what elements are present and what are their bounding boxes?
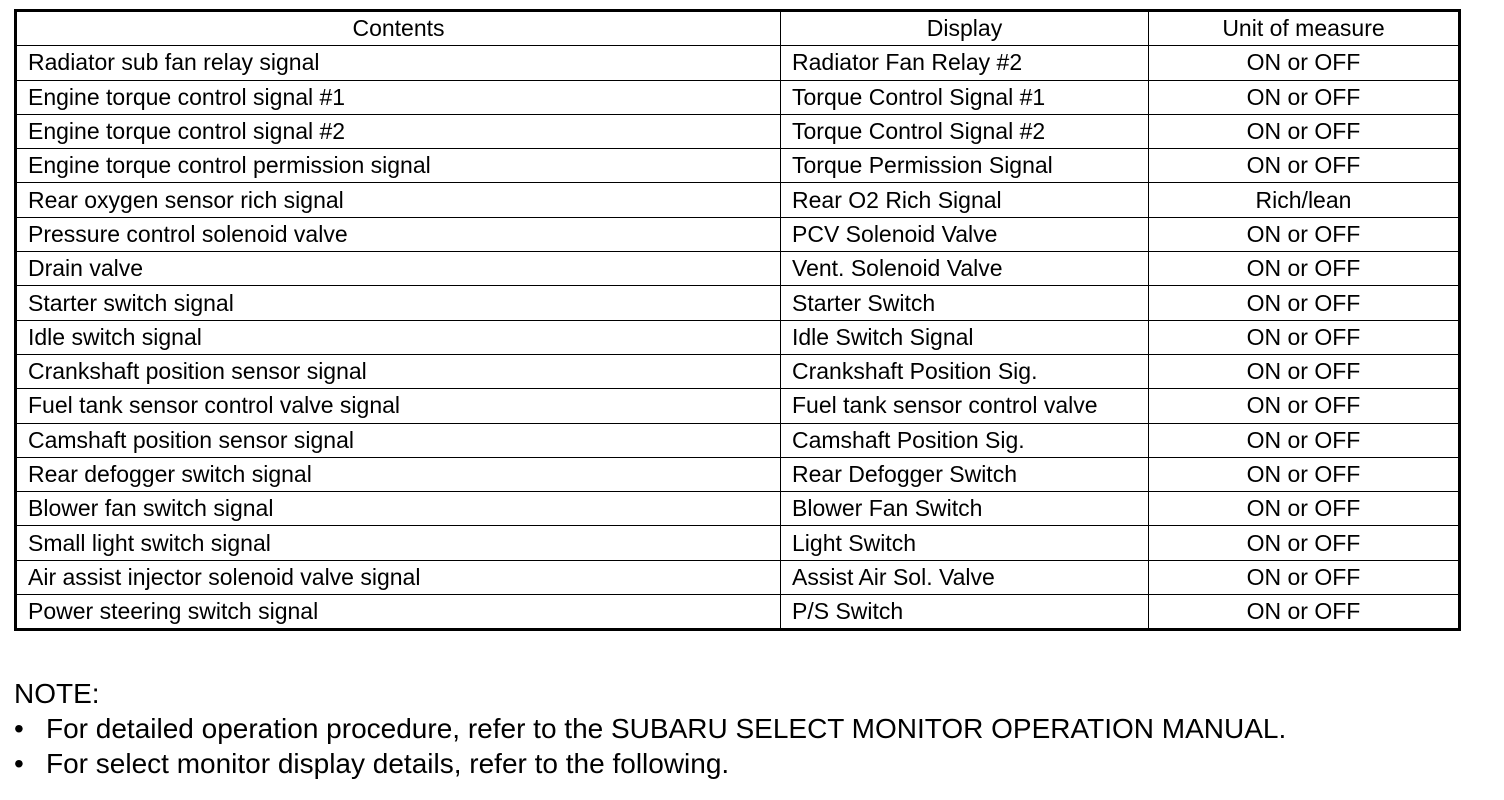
cell-unit: ON or OFF (1149, 560, 1460, 594)
note-text: For detailed operation procedure, refer to the SUBARU SELECT MONITOR OPERATION MANUAL. (46, 713, 1287, 744)
table-row (16, 149, 1460, 183)
cell-display: Assist Air Sol. Valve (781, 560, 1149, 594)
cell-unit: ON or OFF (1149, 286, 1460, 320)
table-row (16, 252, 1460, 286)
cell-unit: ON or OFF (1149, 320, 1460, 354)
cell-unit: ON or OFF (1149, 252, 1460, 286)
table-row (16, 389, 1460, 423)
table-row (16, 217, 1460, 251)
cell-unit: ON or OFF (1149, 526, 1460, 560)
cell-contents: Camshaft position sensor signal (16, 423, 781, 457)
bullet-icon: • (14, 713, 24, 744)
cell-contents: Crankshaft position sensor signal (16, 354, 781, 388)
cell-contents: Small light switch signal (16, 526, 781, 560)
cell-display: Camshaft Position Sig. (781, 423, 1149, 457)
table-row (16, 560, 1460, 594)
cell-contents: Starter switch signal (16, 286, 781, 320)
table-row (16, 354, 1460, 388)
cell-contents: Engine torque control signal #2 (16, 114, 781, 148)
cell-display: Crankshaft Position Sig. (781, 354, 1149, 388)
cell-unit: ON or OFF (1149, 217, 1460, 251)
note-item (14, 746, 1484, 781)
cell-unit: ON or OFF (1149, 80, 1460, 114)
table-row (16, 423, 1460, 457)
cell-display: Light Switch (781, 526, 1149, 560)
table-body (16, 46, 1460, 630)
table-row (16, 526, 1460, 560)
cell-contents: Drain valve (16, 252, 781, 286)
table-header-row (16, 11, 1460, 46)
cell-display: Vent. Solenoid Valve (781, 252, 1149, 286)
cell-contents: Radiator sub fan relay signal (16, 46, 781, 80)
header-contents: Contents (16, 11, 781, 46)
monitor-items-table (14, 9, 1461, 631)
cell-contents: Engine torque control permission signal (16, 149, 781, 183)
table-row (16, 183, 1460, 217)
cell-contents: Rear oxygen sensor rich signal (16, 183, 781, 217)
note-title: NOTE: (14, 678, 100, 709)
cell-display: Rear Defogger Switch (781, 457, 1149, 491)
cell-unit: ON or OFF (1149, 423, 1460, 457)
cell-unit: Rich/lean (1149, 183, 1460, 217)
cell-display: Idle Switch Signal (781, 320, 1149, 354)
cell-unit: ON or OFF (1149, 46, 1460, 80)
cell-display: Torque Control Signal #1 (781, 80, 1149, 114)
table-row (16, 457, 1460, 491)
cell-contents: Engine torque control signal #1 (16, 80, 781, 114)
cell-display: Fuel tank sensor control valve (781, 389, 1149, 423)
cell-contents: Blower fan switch signal (16, 492, 781, 526)
cell-contents: Pressure control solenoid valve (16, 217, 781, 251)
header-display: Display (781, 11, 1149, 46)
note-item (14, 711, 1484, 746)
cell-display: Torque Permission Signal (781, 149, 1149, 183)
notes-section (14, 676, 1484, 781)
cell-unit: ON or OFF (1149, 114, 1460, 148)
cell-contents: Idle switch signal (16, 320, 781, 354)
bullet-icon: • (14, 748, 24, 779)
cell-unit: ON or OFF (1149, 595, 1460, 630)
cell-contents: Power steering switch signal (16, 595, 781, 630)
cell-contents: Air assist injector solenoid valve signal (16, 560, 781, 594)
cell-contents: Rear defogger switch signal (16, 457, 781, 491)
cell-display: Torque Control Signal #2 (781, 114, 1149, 148)
cell-unit: ON or OFF (1149, 354, 1460, 388)
cell-display: Radiator Fan Relay #2 (781, 46, 1149, 80)
cell-display: Rear O2 Rich Signal (781, 183, 1149, 217)
cell-display: PCV Solenoid Valve (781, 217, 1149, 251)
cell-unit: ON or OFF (1149, 389, 1460, 423)
cell-contents: Fuel tank sensor control valve signal (16, 389, 781, 423)
table-row (16, 46, 1460, 80)
cell-unit: ON or OFF (1149, 149, 1460, 183)
note-text: For select monitor display details, refer to the following. (46, 748, 730, 779)
cell-display: Starter Switch (781, 286, 1149, 320)
cell-unit: ON or OFF (1149, 457, 1460, 491)
cell-unit: ON or OFF (1149, 492, 1460, 526)
cell-display: Blower Fan Switch (781, 492, 1149, 526)
table-row (16, 320, 1460, 354)
table-row (16, 492, 1460, 526)
table-row (16, 80, 1460, 114)
cell-display: P/S Switch (781, 595, 1149, 630)
table-row (16, 114, 1460, 148)
table-row (16, 286, 1460, 320)
table-row (16, 595, 1460, 630)
header-unit: Unit of measure (1149, 11, 1460, 46)
